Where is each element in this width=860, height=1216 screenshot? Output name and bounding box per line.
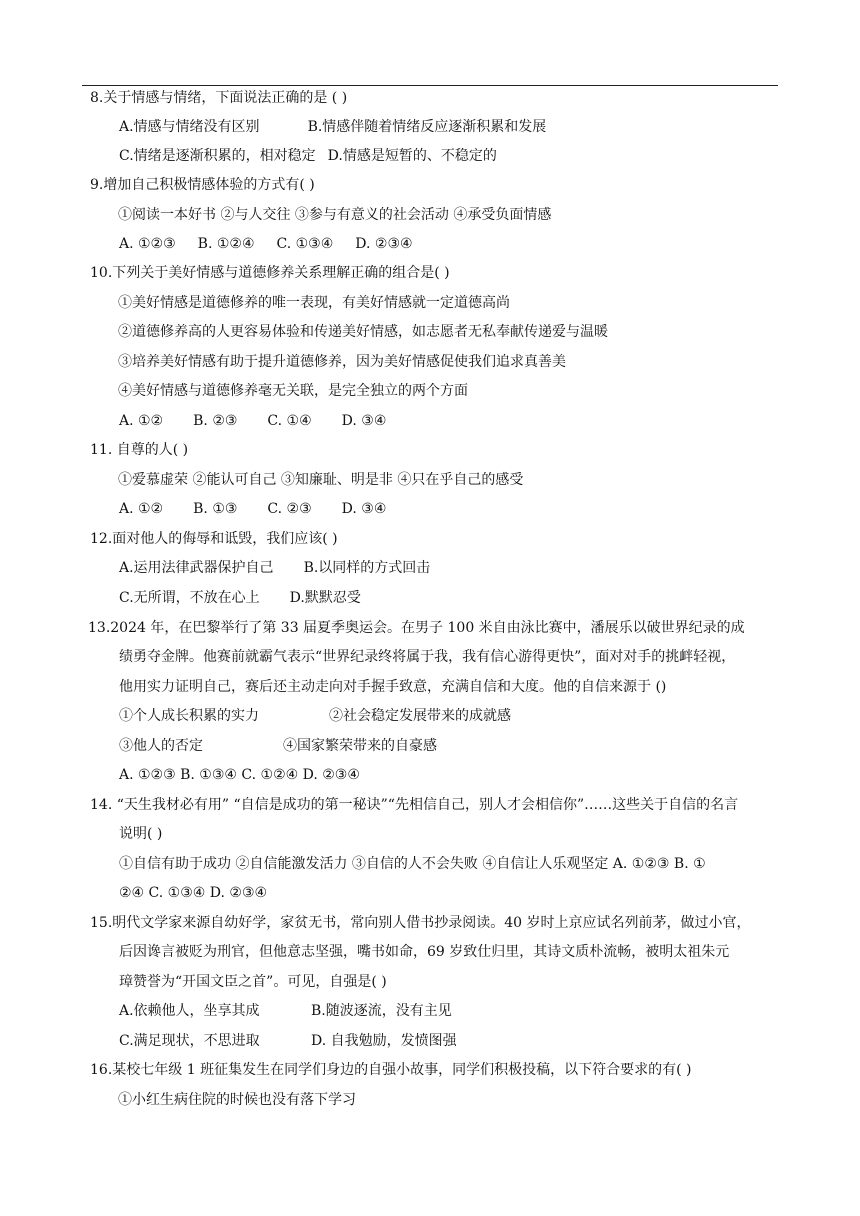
question-10-item-2: ②道德修养高的人更容易体验和传递美好情感，如志愿者无私奉献传递爱与温暖	[118, 324, 608, 340]
question-15-options-row-2	[119, 1031, 457, 1051]
q12-option-c: C.无所谓，不放在心上	[119, 590, 260, 606]
question-14-line-1: 14. “天生我材必有用” “自信是成功的第一秘诀”“先相信自己，别人才会相信你”……这些关于自信的名言	[90, 797, 739, 813]
q9-option-b: B. ①②④	[197, 236, 255, 252]
question-8-stem: 8.关于情感与情绪，下面说法正确的是 ( )	[90, 90, 348, 106]
q15-option-b: B.随波逐流，没有主见	[311, 1003, 452, 1019]
question-8-options-row-2	[119, 146, 497, 166]
question-11-options	[119, 499, 386, 519]
q11-option-a: A. ①②	[119, 501, 164, 517]
question-9-options	[119, 234, 413, 254]
question-12-stem: 12.面对他人的侮辱和诋毁，我们应该( )	[90, 531, 338, 547]
question-10-stem: 10.下列关于美好情感与道德修养关系理解正确的组合是( )	[90, 265, 450, 281]
q11-option-d: D. ③④	[341, 501, 387, 517]
q13-item-4: ④国家繁荣带来的自豪感	[283, 738, 437, 754]
q10-option-b: B. ②③	[193, 413, 238, 429]
q8-option-d: D.情感是短暂的、不稳定的	[327, 148, 497, 164]
question-9-stem: 9.增加自己积极情感体验的方式有( )	[90, 177, 315, 193]
q12-option-b: B.以同样的方式回击	[303, 560, 431, 576]
question-10-item-4: ④美好情感与道德修养毫无关联，是完全独立的两个方面	[118, 383, 468, 399]
question-13-line-2: 绩勇夺金牌。他赛前就霸气表示“世界纪录终将属于我，我有信心游得更快”，面对对手的挑衅轻视，	[119, 649, 736, 665]
q12-option-d: D.默默忍受	[289, 590, 361, 606]
q11-option-c: C. ②③	[267, 501, 312, 517]
question-11-stem: 11. 自尊的人( )	[90, 442, 189, 458]
q10-option-c: C. ①④	[267, 413, 312, 429]
question-10-options	[119, 411, 386, 431]
header-rule	[82, 85, 778, 86]
question-13-items-row-2	[119, 736, 437, 756]
question-9-items: ①阅读一本好书 ②与人交往 ③参与有意义的社会活动 ④承受负面情感	[118, 207, 552, 223]
q13-item-3: ③他人的否定	[119, 738, 203, 754]
q9-option-a: A. ①②③	[119, 236, 176, 252]
question-10-item-3: ③培养美好情感有助于提升道德修养，因为美好情感促使我们追求真善美	[118, 354, 566, 370]
question-15-line-3: 璋赞誉为“开国文臣之首”。可见，自强是( )	[119, 974, 387, 990]
question-10-item-1: ①美好情感是道德修养的唯一表现，有美好情感就一定道德高尚	[118, 295, 510, 311]
q15-option-c: C.满足现状，不思进取	[119, 1033, 260, 1049]
q8-option-c: C.情绪是逐渐积累的，相对稳定	[119, 148, 316, 164]
question-13-options: A. ①②③ B. ①③④ C. ①②④ D. ②③④	[119, 767, 360, 783]
q13-item-1: ①个人成长积累的实力	[119, 708, 259, 724]
question-8-options-row-1	[119, 117, 546, 137]
question-12-options-row-2	[119, 588, 361, 608]
question-15-line-2: 后因谗言被贬为刑官，但他意志坚强，嘴书如命，69 岁致仕归里，其诗文质朴流畅，被明太祖朱元	[119, 944, 730, 960]
question-14-line-3: ①自信有助于成功 ②自信能激发活力 ③自信的人不会失败 ④自信让人乐观坚定 A. ①②③ B. ①	[119, 856, 706, 872]
q10-option-d: D. ③④	[341, 413, 387, 429]
q15-option-d: D. 自我勉励，发愤图强	[311, 1033, 457, 1049]
q8-option-a: A.情感与情绪没有区别	[119, 119, 260, 135]
question-16-item-1: ①小红生病住院的时候也没有落下学习	[118, 1092, 356, 1108]
question-13-items-row-1	[119, 706, 511, 726]
q15-option-a: A.依赖他人，坐享其成	[119, 1003, 260, 1019]
q10-option-a: A. ①②	[119, 413, 164, 429]
q8-option-b: B.情感伴随着情绪反应逐渐积累和发展	[307, 119, 547, 135]
question-15-line-1: 15.明代文学家来源自幼好学，家贫无书，常向别人借书抄录阅读。40 岁时上京应试名列前茅，做过小官，	[90, 915, 751, 931]
question-11-items: ①爱慕虚荣 ②能认可自己 ③知廉耻、明是非 ④只在乎自己的感受	[118, 472, 524, 488]
question-14-line-2: 说明( )	[119, 826, 163, 842]
q11-option-b: B. ①③	[193, 501, 238, 517]
q12-option-a: A.运用法律武器保护自己	[119, 560, 274, 576]
q13-item-2: ②社会稳定发展带来的成就感	[329, 708, 511, 724]
q9-option-c: C. ①③④	[276, 236, 334, 252]
question-16-stem: 16.某校七年级 1 班征集发生在同学们身边的自强小故事，同学们积极投稿，以下符合要求的有( )	[90, 1062, 692, 1078]
question-12-options-row-1	[119, 558, 430, 578]
question-13-line-1: 13.2024 年，在巴黎举行了第 33 届夏季奥运会。在男子 100 米自由泳比赛中，潘展乐以破世界纪录的成	[88, 620, 745, 636]
question-15-options-row-1	[119, 1001, 452, 1021]
question-14-line-4: ②④ C. ①③④ D. ②③④	[119, 885, 268, 901]
q9-option-d: D. ②③④	[355, 236, 413, 252]
question-13-line-3: 他用实力证明自己，赛后还主动走向对手握手致意，充满自信和大度。他的自信来源于 ()	[119, 679, 667, 695]
